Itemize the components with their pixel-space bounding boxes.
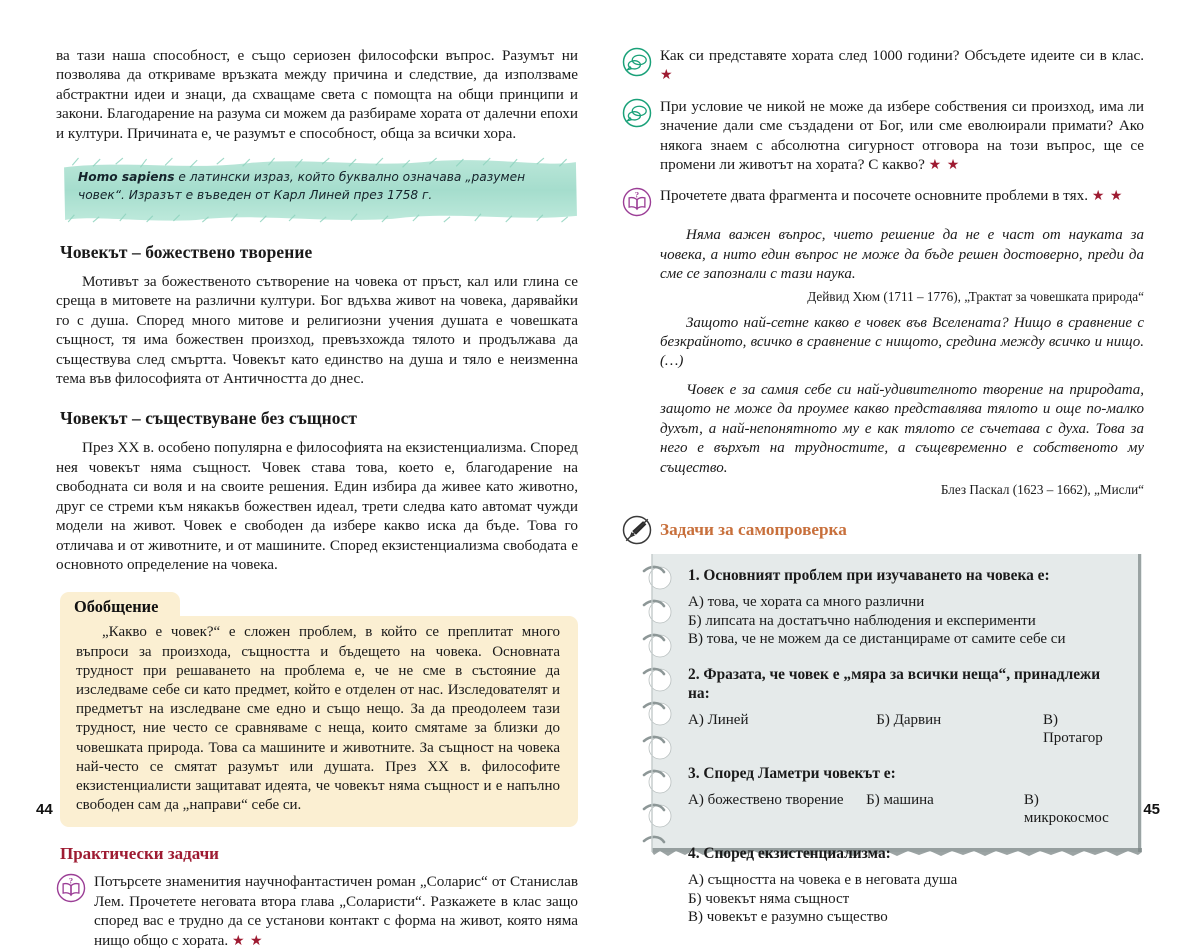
discussion-item-1-stars: ★	[660, 68, 674, 84]
quiz-question-2-option-a[interactable]: А) Линей	[688, 711, 749, 728]
fragment-3-text: Човек е за самия себе си най-удивителното творение на природата, защото не може да проумее какво представлява тялото и още по-малко духът, а най-непонятното му е как тялото се съчетава с духа. Това за него е върхът на трудностите, а същевременно е собственото му същество.	[660, 381, 1144, 476]
summary-box-text: „Какво е човек?“ е сложен проблем, в който се преплитат много въпроси за произхода, същността и бъдещето на човека. Основната трудност при решаването на проблема е, че не сме в състояние да изследваме себе си като предмет, който е отделен от нас. Изследователят и предметът на изследване сме едно и също нещо. За да преодолеем тази трудност, ние често се сравняваме с неща, които смятаме за близки до човешката природа. Това са машините и животните. За същност на човека най-често се смятат разумът или душата. През XX в. философите екзистенциалисти защитават идеята, че човекът няма същност и е напълно свободен сам да „направи“ себе си.	[76, 624, 560, 814]
practical-task-stars: ★ ★	[232, 933, 264, 949]
quiz-question-2-options	[688, 711, 1120, 748]
homo-sapiens-note	[62, 157, 578, 222]
quiz-header	[622, 515, 1144, 545]
discussion-item-2-body: При условие че никой не може да избере собствения си произход, има ли значение дали сме създадени от Бог, или сме еволюирали примати? Ако някога знаем с абсолютна сигурност отговора на този въпрос, ще се промени ли животът на хората? С какво?	[660, 97, 1144, 174]
svg-text:?: ?	[68, 875, 74, 886]
pencil-icon	[622, 515, 652, 545]
self-check-quiz-card	[630, 552, 1146, 947]
discussion-item-2	[622, 97, 1144, 176]
summary-box	[60, 592, 578, 827]
summary-box-title: Обобщение	[60, 592, 180, 619]
intro-paragraph: ва тази наша способност, е също сериозен философски въпрос. Разумът ни позволява да откриваме връзката между причина и следствие, да използваме абстрактни идеи и знаци, да схващаме света с помощта на общи принципи и закони. Благодарение на разума си можем да разбираме хората от далечни епохи и култури. Причината е, че разумът е способност, обща за всички хора.	[56, 47, 578, 142]
quiz-question-3-option-a[interactable]: А) божествено творение	[688, 791, 844, 808]
quiz-question-3-title: 3. Според Ламетри човекът е:	[688, 764, 896, 782]
discussion-item-1-text	[660, 46, 1144, 86]
quiz-heading: Задачи за самопроверка	[660, 519, 847, 539]
right-page	[600, 0, 1200, 926]
svg-text:?: ?	[634, 189, 640, 200]
discussion-item-2-stars: ★ ★	[928, 158, 961, 174]
homo-sapiens-term: Homo sapiens	[78, 170, 175, 185]
practical-task-body: Потърсете знаменития научнофантастичен роман „Соларис“ от Станислав Лем. Прочетете неговата втора глава „Соларисти“. Разкажете в клас защо според вас е трудно да се установи контакт с форма на живот, която няма нищо общо с хората.	[94, 873, 578, 949]
section-paragraph-divine-creation: Мотивът за божественото сътворение на човека от пръст, кал или глина се среща в митовете на различни култури. Бог вдъхва живот на човека, дарявайки го с душа. Според много митове и религиозни учения душата е човешката същност, тя има божествен произход, превъзхожда тялото и продължава да съществува след смъртта. Човекът като единство на душа и тяло е неизменна тема във философията от Античността до днес.	[56, 273, 578, 388]
quiz-question-3-option-b[interactable]: Б) машина	[866, 791, 934, 808]
left-page	[0, 0, 600, 949]
discussion-item-1	[622, 46, 1144, 86]
discussion-item-3-stars: ★ ★	[1091, 189, 1124, 205]
quiz-question-1-option-b[interactable]: Б) липсата на достатъчно наблюдения и експерименти	[688, 612, 1036, 629]
quiz-question-2-option-b[interactable]: Б) Дарвин	[876, 711, 942, 728]
quiz-question-3-options	[688, 791, 1120, 828]
quiz-question-3-option-c[interactable]: В) микрокосмос	[1023, 791, 1109, 827]
book-question-icon	[56, 873, 86, 903]
homo-sapiens-note-text	[78, 169, 562, 204]
quiz-question-2	[688, 665, 1120, 748]
quiz-question-1-option-c[interactable]: В) това, че не можем да се дистанцираме от самите себе си	[688, 631, 1066, 648]
fragment-3-source: Блез Паскал (1623 – 1662), „Мисли“	[940, 481, 1144, 497]
quiz-question-3	[688, 764, 1120, 828]
quiz-question-4	[688, 844, 1120, 927]
practical-task-text	[94, 872, 578, 951]
practical-tasks-heading: Практически задачи	[60, 844, 219, 864]
quiz-questions-list	[630, 552, 1146, 947]
quiz-question-2-title: 2. Фразата, че човек е „мяра за всички неща“, принадлежи на:	[688, 665, 1101, 702]
fragment-1-source: Дейвид Хюм (1711 – 1776), „Трактат за човешката природа“	[807, 288, 1144, 304]
homo-sapiens-definition: е латински израз, който буквално означава „разумен човек“. Изразът е въведен от Карл Линей през 1758 г.	[78, 170, 526, 202]
quiz-question-4-option-c[interactable]: В) човекът е разумно същество	[688, 909, 888, 926]
quiz-question-1-option-a[interactable]: А) това, че хората са много различни	[688, 593, 925, 610]
discussion-item-3-text	[660, 186, 1144, 206]
section-heading-divine-creation: Човекът – божествено творение	[60, 242, 313, 263]
quiz-question-4-option-b[interactable]: Б) човекът няма същност	[688, 890, 850, 907]
page-number-left: 44	[36, 801, 53, 818]
practical-task-item	[56, 872, 578, 951]
speech-bubbles-icon	[622, 47, 652, 77]
section-paragraph-existence-without-essence: През XX в. особено популярна е философията на екзистенциализма. Според нея човекът няма същност. Човек става това, което е, благодарение на свободната си воля и на своите решения. Един избира да живее като животно, друг се стреми към някакъв божествен идеал, трети следва като автомат чужди модели на живот. Човек е свободен да избере какво иска да бъде. Това го отличава и от животните, и от машините. Според екзистенциализма свободата е основното определение на човека.	[56, 439, 578, 573]
discussion-item-1-body: Как си представяте хората след 1000 години? Обсъдете идеите си в клас.	[660, 47, 1144, 64]
book-question-icon	[622, 187, 652, 217]
page-number-right: 45	[1143, 801, 1160, 818]
discussion-item-3-body: Прочетете двата фрагмента и посочете основните проблеми в тях.	[660, 187, 1089, 205]
fragment-1-text: Няма важен въпрос, чието решение да не е част от науката за човека, а нито един въпрос не може да бъде решен достоверно, преди да сме се запознали с тази наука.	[660, 227, 1144, 283]
fragment-2-text: Защото най-сетне какво е човек във Вселената? Нищо в сравнение с безкрайното, всичко в сравнение с нищото, средина между всичко и нищо. (…)	[660, 314, 1144, 370]
quiz-question-1-title: 1. Основният проблем при изучаването на човека е:	[688, 566, 1050, 584]
quiz-question-4-title: 4. Според екзистенциализма:	[688, 845, 891, 863]
speech-bubbles-icon	[622, 98, 652, 128]
summary-box-body	[60, 616, 578, 827]
discussion-item-3	[622, 186, 1144, 217]
discussion-item-2-text	[660, 97, 1144, 176]
quiz-question-4-option-a[interactable]: А) същността на човека е в неговата душа	[688, 872, 958, 889]
section-heading-existence-without-essence: Човекът – съществуване без същност	[60, 408, 358, 429]
quiz-question-2-option-c[interactable]: В) Протагор	[1042, 711, 1103, 747]
quiz-question-1	[688, 566, 1120, 649]
